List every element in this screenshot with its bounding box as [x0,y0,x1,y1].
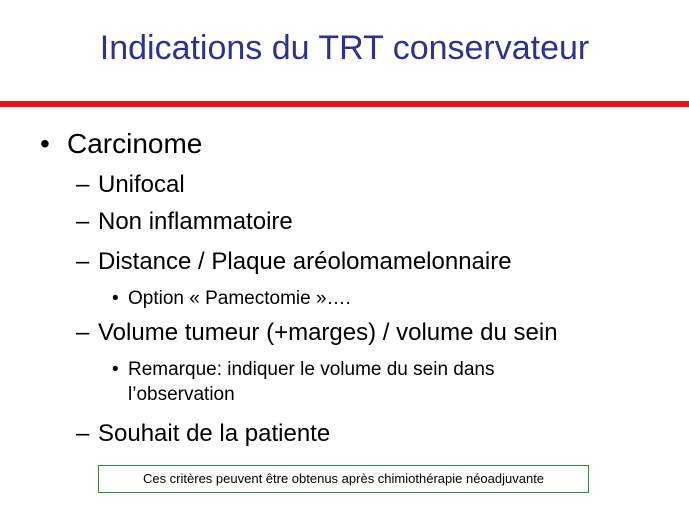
sub-sub-bullet-remarque [112,357,582,407]
dash-icon: – [76,248,90,275]
sub-bullet-text: Distance / Plaque aréolomamelonnaire [98,248,512,275]
bullet-icon: • [112,359,119,380]
sub-sub-bullet-option [112,286,592,311]
dash-icon: – [76,171,90,198]
sub-bullet-text: Non inflammatoire [98,208,293,235]
dash-icon: – [76,208,90,235]
sub-bullet-text: Unifocal [98,171,185,198]
dash-icon: – [76,319,90,346]
sub-bullet-volume [76,318,558,348]
sub-sub-bullet-text: Option « Pamectomie »…. [128,288,351,309]
bullet-icon: • [40,128,50,159]
main-bullet-text: Carcinome [67,128,203,159]
sub-bullet-non-inflammatoire [76,207,293,237]
sub-bullet-unifocal [76,170,185,200]
main-bullet [40,127,202,161]
sub-bullet-text: Souhait de la patiente [98,420,331,447]
title-divider [0,101,689,107]
bullet-icon: • [112,288,119,309]
sub-bullet-text: Volume tumeur (+marges) / volume du sein [98,319,558,346]
note-box: Ces critères peuvent être obtenus après chimiothérapie néoadjuvante [98,465,589,493]
slide-title: Indications du TRT conservateur [99,29,590,67]
sub-sub-bullet-text: Remarque: indiquer le volume du sein dans l’observation [128,359,495,405]
sub-bullet-distance [76,247,512,277]
sub-bullet-souhait [76,419,330,449]
dash-icon: – [76,420,90,447]
